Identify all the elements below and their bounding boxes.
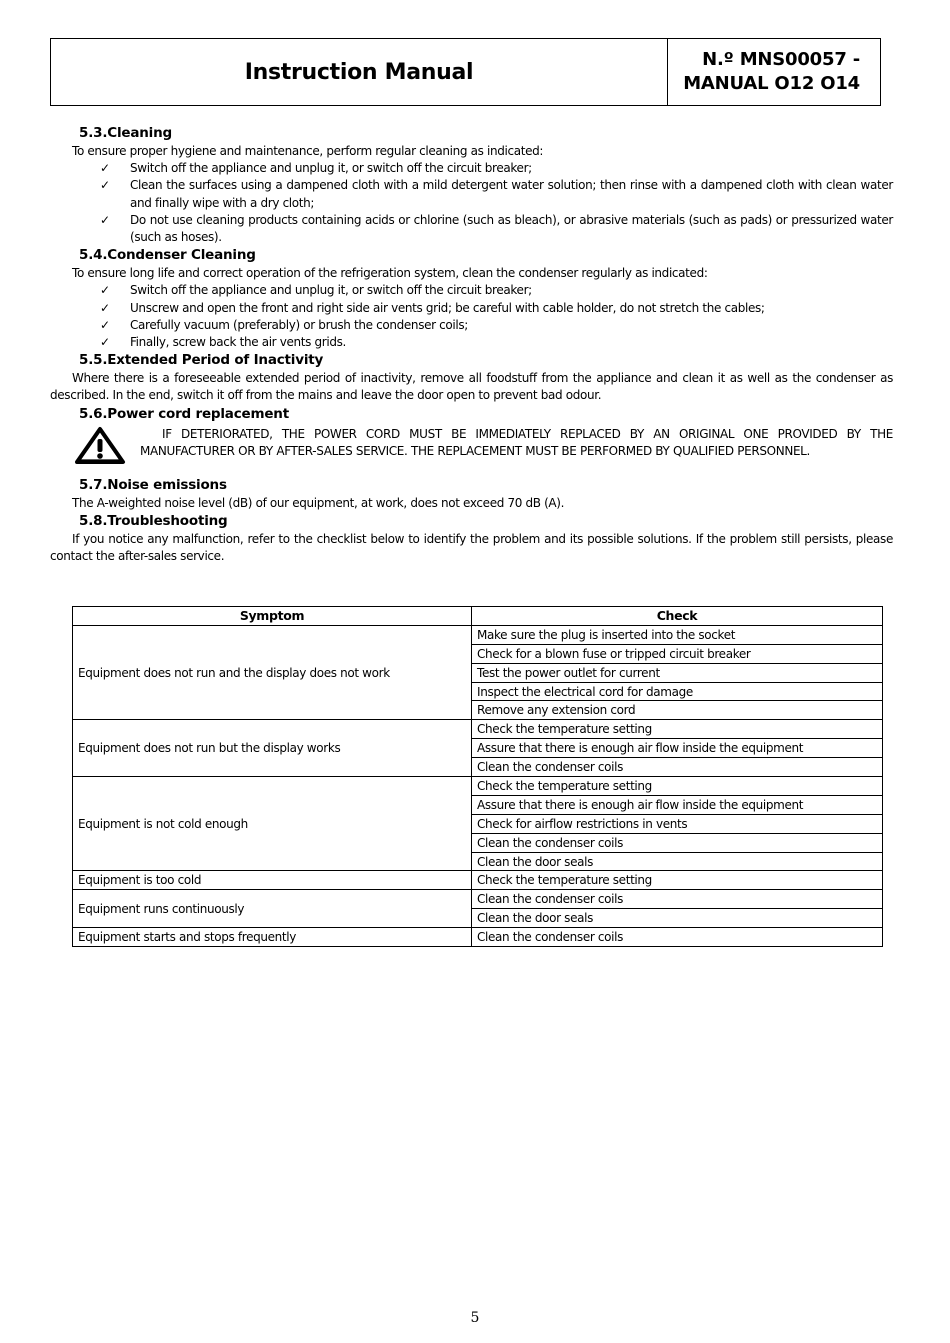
- table-row: [73, 720, 883, 739]
- inactivity-text: Where there is a foreseeable extended period of inactivity, remove all foodstuff from the appliance and clean it as well as the condenser as described. In the end, switch it off from the mains and leave the door open to prevent bad odour.: [50, 371, 893, 403]
- check-cell: Assure that there is enough air flow inside the equipment: [472, 739, 883, 758]
- check-mark-icon: ✓: [100, 300, 110, 315]
- symptom-cell: Equipment is too cold: [73, 871, 472, 890]
- check-mark-icon: ✓: [100, 335, 110, 350]
- check-mark-icon: ✓: [100, 283, 110, 298]
- list-item: ✓ Clean the surfaces using a dampened cloth with a mild detergent water solution; then rinse with a dampened cloth with clean water and finally wipe with a dry cloth;: [100, 178, 893, 210]
- cleaning-intro: To ensure proper hygiene and maintenance, perform regular cleaning as indicated:: [72, 144, 544, 158]
- check-cell: Check for airflow restrictions in vents: [472, 814, 883, 833]
- power-cord-text: IF DETERIORATED, THE POWER CORD MUST BE IMMEDIATELY REPLACED BY AN ORIGINAL ONE PROVIDED BY THE MANUFACTURER OR BY AFTER-SALES SERVICE. THE REPLACEMENT MUST BE PERFORMED BY QUALIFIED PERSONNEL.: [140, 426, 893, 458]
- check-cell: Test the power outlet for current: [472, 663, 883, 682]
- check-cell: Check the temperature setting: [472, 871, 883, 890]
- check-cell: Assure that there is enough air flow inside the equipment: [472, 795, 883, 814]
- list-item: ✓ Carefully vacuum (preferably) or brush the condenser coils;: [130, 317, 893, 334]
- document-code-line1: N.º MNS00057 -: [702, 49, 860, 70]
- noise-text: The A-weighted noise level (dB) of our equipment, at work, does not exceed 70 dB (A).: [72, 495, 565, 510]
- list-item: ✓ Switch off the appliance and unplug it, or switch off the circuit breaker;: [130, 160, 893, 177]
- check-cell: Clean the door seals: [472, 852, 883, 871]
- section-title-condenser: 5.4.Condenser Cleaning: [79, 247, 256, 264]
- list-item: ✓ Finally, screw back the air vents grids.: [130, 334, 893, 351]
- check-mark-icon: ✓: [100, 161, 110, 176]
- symptom-cell: Equipment runs continuously: [73, 890, 472, 928]
- table-row: [73, 928, 883, 947]
- table-row: [73, 890, 883, 909]
- cleaning-list: [50, 160, 893, 246]
- document-title: Instruction Manual: [51, 39, 668, 105]
- section-title-cleaning: 5.3.Cleaning: [79, 125, 172, 141]
- check-cell: Check for a blown fuse or tripped circuit breaker: [472, 644, 883, 663]
- troubleshooting-table: [72, 606, 883, 947]
- section-title-noise: 5.7.Noise emissions: [79, 476, 227, 493]
- table-header-row: [73, 607, 883, 626]
- check-cell: Clean the door seals: [472, 909, 883, 928]
- check-cell: Make sure the plug is inserted into the socket: [472, 625, 883, 644]
- column-header-check: Check: [472, 607, 883, 626]
- condenser-list: [50, 282, 893, 351]
- check-cell: Inspect the electrical cord for damage: [472, 682, 883, 701]
- power-cord-warning: [50, 426, 893, 466]
- check-cell: Remove any extension cord: [472, 701, 883, 720]
- table-row: [73, 625, 883, 644]
- symptom-cell: Equipment does not run and the display does not work: [73, 625, 472, 719]
- check-cell: Check the temperature setting: [472, 720, 883, 739]
- check-cell: Check the temperature setting: [472, 777, 883, 796]
- page-number: 5: [470, 1310, 480, 1326]
- section-title-power-cord: 5.6.Power cord replacement: [79, 405, 289, 422]
- list-item: ✓ Switch off the appliance and unplug it, or switch off the circuit breaker;: [130, 282, 893, 299]
- check-cell: Clean the condenser coils: [472, 928, 883, 947]
- section-title-troubleshooting: 5.8.Troubleshooting: [79, 512, 228, 529]
- table-row: [73, 871, 883, 890]
- troubleshooting-text: If you notice any malfunction, refer to the checklist below to identify the problem and its possible solutions. If the problem still persists, please contact the after-sales service.: [50, 531, 893, 564]
- page-content: [50, 124, 893, 565]
- page-header: [50, 38, 881, 106]
- symptom-cell: Equipment starts and stops frequently: [73, 928, 472, 947]
- symptom-cell: Equipment does not run but the display works: [73, 720, 472, 777]
- list-item: ✓ Unscrew and open the front and right side air vents grid; be careful with cable holder, do not stretch the cables;: [130, 300, 893, 317]
- section-title-inactivity: 5.5.Extended Period of Inactivity: [79, 352, 324, 369]
- check-cell: Clean the condenser coils: [472, 758, 883, 777]
- check-mark-icon: ✓: [100, 212, 110, 227]
- check-mark-icon: ✓: [100, 178, 110, 193]
- document-code: [668, 39, 880, 105]
- table-body: [73, 625, 883, 946]
- check-mark-icon: ✓: [100, 317, 110, 332]
- list-item: ✓ Do not use cleaning products containing acids or chlorine (such as bleach), or abrasive materials (such as pads) or pressurized water (such as hoses).: [100, 212, 893, 245]
- table-row: [73, 777, 883, 796]
- column-header-symptom: Symptom: [73, 607, 472, 626]
- check-cell: Clean the condenser coils: [472, 833, 883, 852]
- warning-triangle-icon: [74, 426, 126, 466]
- document-code-line2: MANUAL O12 O14: [683, 73, 860, 94]
- symptom-cell: Equipment is not cold enough: [73, 777, 472, 871]
- condenser-intro: To ensure long life and correct operation of the refrigeration system, clean the condenser regularly as indicated:: [72, 266, 708, 281]
- check-cell: Clean the condenser coils: [472, 890, 883, 909]
